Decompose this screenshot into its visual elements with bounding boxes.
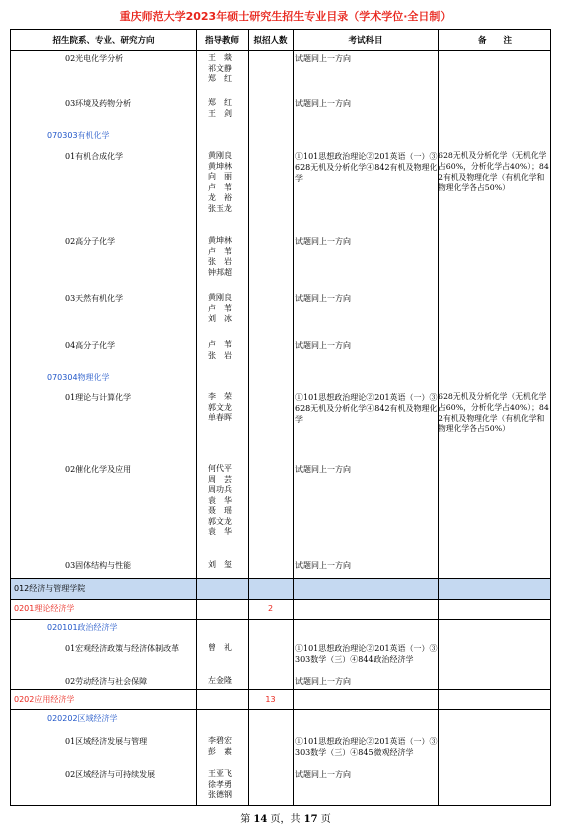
exam-subjects: 试题同上一方向	[295, 294, 351, 303]
col-divider	[196, 30, 197, 805]
direction-name: 02催化化学及应用	[65, 465, 132, 474]
teacher-list	[208, 98, 248, 119]
current-page: 14	[253, 814, 268, 825]
exam-subjects: 试题同上一方向	[295, 770, 351, 779]
header-quota: 拟招人数	[253, 36, 288, 46]
teacher-list	[208, 560, 248, 571]
teacher-name: 王亚飞	[208, 769, 232, 778]
teacher-name: 刘 冰	[208, 314, 232, 323]
teacher-name: 周功兵	[208, 485, 232, 494]
teacher-name: 郑 红	[208, 74, 232, 83]
exam-subjects: 试题同上一方向	[295, 341, 351, 350]
teacher-name: 向 丽	[208, 172, 232, 181]
exam-subjects: 试题同上一方向	[295, 561, 351, 570]
teacher-list	[208, 53, 248, 85]
teacher-name: 张 岩	[208, 257, 232, 266]
school-band	[11, 578, 550, 599]
row-divider	[11, 599, 550, 600]
footer-prefix: 第	[240, 814, 254, 825]
row-divider	[11, 619, 550, 620]
teacher-name: 黄坤林	[208, 161, 232, 171]
teacher-name: 黄刚良	[208, 151, 232, 160]
direction-name: 03天然有机化学	[65, 294, 124, 303]
teacher-name: 袁 华	[208, 495, 232, 505]
teacher-name: 彭 素	[208, 746, 232, 756]
exam-subjects: 试题同上一方向	[295, 465, 351, 474]
teacher-list	[208, 293, 248, 325]
discipline-heading: 0201理论经济学	[14, 604, 75, 613]
teacher-name: 曾 礼	[208, 643, 232, 652]
teacher-name: 龙 裕	[208, 193, 232, 202]
direction-name: 04高分子化学	[65, 341, 116, 350]
header-divider	[11, 50, 550, 51]
teacher-name: 张 岩	[208, 350, 232, 360]
major-heading: 070304物理化学	[47, 373, 110, 382]
teacher-name: 李 荣	[208, 392, 232, 401]
exam-subjects: 试题同上一方向	[295, 237, 351, 246]
col-divider	[248, 30, 249, 805]
direction-name: 02光电化学分析	[65, 54, 124, 63]
teacher-list	[208, 676, 248, 687]
discipline-heading: 0202应用经济学	[14, 695, 75, 704]
header-dept: 招生院系、专业、研究方向	[52, 36, 155, 46]
teacher-name: 王 剑	[208, 108, 232, 118]
teacher-name: 黄刚良	[208, 293, 232, 302]
teacher-name: 张德钢	[208, 790, 232, 799]
teacher-list	[208, 392, 248, 424]
teacher-list	[208, 236, 248, 278]
footer-mid: 页，共	[267, 814, 304, 825]
quota-value: 13	[265, 695, 276, 704]
school-name: 012经济与管理学院	[14, 584, 86, 593]
exam-subjects: ①101思想政治理论②201英语（一）③303数学（三）④845微观经济学	[295, 737, 438, 757]
notes-text: 628无机及分析化学（无机化学占60%，分析化学占40%）；842有机及物理化学（有机化学和物理化学各占50%）	[438, 151, 549, 193]
row-divider	[11, 689, 550, 690]
teacher-name: 聂 瑶	[208, 506, 232, 515]
exam-subjects: ①101思想政治理论②201英语（一）③628无机及分析化学④842有机及物理化学	[295, 393, 438, 424]
teacher-name: 王 燚	[208, 53, 232, 62]
direction-name: 03环境及药物分析	[65, 99, 132, 108]
exam-subjects: ①101思想政治理论②201英语（一）③628无机及分析化学④842有机及物理化学	[295, 152, 438, 183]
direction-name: 01宏观经济政策与经济体制改革	[65, 644, 180, 653]
teacher-list	[208, 340, 248, 361]
teacher-list	[208, 769, 248, 801]
teacher-list	[208, 643, 248, 654]
teacher-name: 张玉龙	[208, 203, 232, 213]
teacher-name: 钟邦超	[208, 267, 232, 277]
page-footer	[0, 810, 571, 825]
teacher-list	[208, 151, 248, 214]
direction-name: 01理论与计算化学	[65, 393, 132, 402]
teacher-name: 徐孝勇	[208, 779, 232, 789]
teacher-name: 周 芸	[208, 474, 232, 484]
teacher-name: 卢 苇	[208, 246, 232, 256]
exam-subjects: 试题同上一方向	[295, 99, 351, 108]
header-teacher: 指导教师	[204, 36, 239, 46]
exam-subjects: ①101思想政治理论②201英语（一）③303数学（三）④844政治经济学	[295, 644, 438, 664]
teacher-name: 单春晖	[208, 413, 232, 422]
teacher-name: 郑 红	[208, 98, 232, 107]
notes-text: 628无机及分析化学（无机化学占60%，分析化学占40%）；842有机及物理化学（有机化学和物理化学各占50%）	[438, 392, 549, 434]
teacher-name: 郭文龙	[208, 402, 232, 412]
teacher-name: 刘 玺	[208, 560, 232, 569]
teacher-name: 卢 苇	[208, 303, 232, 313]
quota-value: 2	[267, 604, 274, 613]
direction-name: 03固体结构与性能	[65, 561, 132, 570]
major-heading: 020202区域经济学	[47, 714, 118, 723]
teacher-name: 何代平	[208, 464, 232, 473]
direction-name: 01有机合成化学	[65, 152, 124, 161]
row-divider	[11, 709, 550, 710]
teacher-list	[208, 736, 248, 757]
exam-subjects: 试题同上一方向	[295, 54, 351, 63]
teacher-name: 卢 苇	[208, 340, 232, 349]
catalog-table	[10, 29, 551, 806]
teacher-name: 李碧宏	[208, 736, 232, 745]
teacher-name: 黄坤林	[208, 236, 232, 245]
exam-subjects: 试题同上一方向	[295, 677, 351, 686]
teacher-name: 左金隆	[208, 676, 232, 685]
direction-name: 02区域经济与可持续发展	[65, 770, 156, 779]
col-divider	[293, 30, 294, 805]
direction-name: 02高分子化学	[65, 237, 116, 246]
major-heading: 070303有机化学	[47, 131, 110, 140]
direction-name: 01区域经济发展与管理	[65, 737, 148, 746]
teacher-name: 郭文龙	[208, 516, 232, 526]
page-title: 重庆师范大学2023年硕士研究生招生专业目录（学术学位·全日制）	[119, 10, 452, 23]
row-divider	[11, 578, 550, 579]
direction-name: 02劳动经济与社会保障	[65, 677, 148, 686]
teacher-name: 袁 华	[208, 527, 232, 536]
header-subjects: 考试科目	[348, 36, 383, 46]
teacher-list	[208, 464, 248, 538]
total-pages: 17	[303, 814, 318, 825]
major-heading: 020101政治经济学	[47, 623, 118, 632]
teacher-name: 卢 苇	[208, 182, 232, 192]
footer-suffix: 页	[317, 814, 331, 825]
header-notes: 备 注	[477, 36, 512, 46]
teacher-name: 祁文静	[208, 63, 232, 73]
